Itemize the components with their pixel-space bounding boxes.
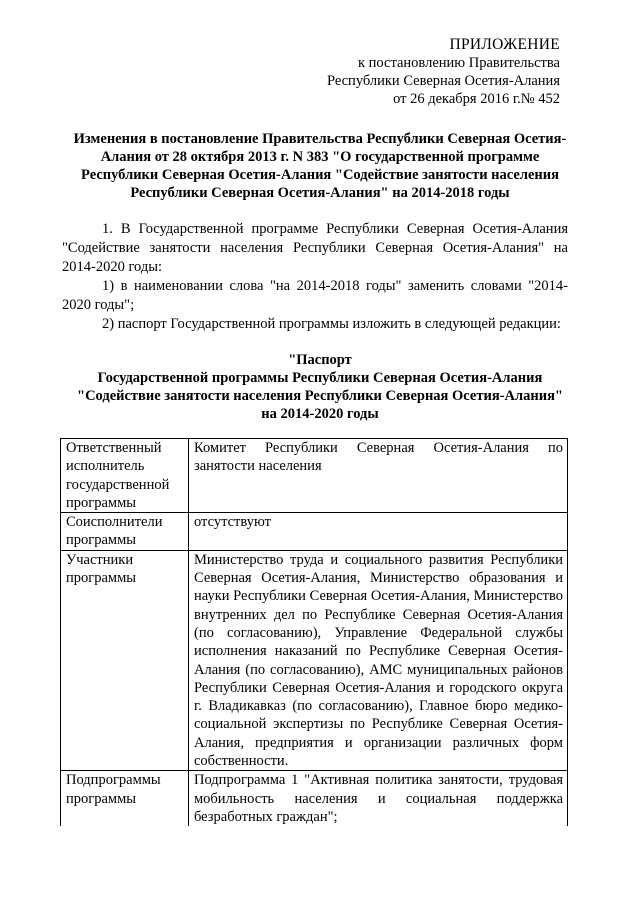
table-value-cell: отсутствуют	[189, 513, 568, 551]
document-title: Изменения в постановление Правительства Республики Северная Осетия-Алания от 28 октября 2013 г. N 383 "О государственной программе Республики Северная Осетия-Алания "Содействие занятости населения Республики Северная Осетия-Алания" на 2014-2018 годы	[73, 131, 567, 201]
table-row	[61, 513, 568, 551]
table-row	[61, 439, 568, 513]
appendix-date-line: от 26 декабря 2016 г.№ 452	[393, 91, 560, 107]
document-body	[62, 220, 568, 334]
table-row	[61, 771, 568, 826]
passport-heading-line: "Паспорт	[288, 352, 352, 368]
passport-heading-line: Государственной программы Республики Северная Осетия-Алания "Содействие занятости населения Республики Северная Осетия-Алания" на 2014-2020 годы	[77, 370, 563, 422]
table-value-cell: Подпрограмма 1 "Активная политика занятости, трудовая мобильность населения и социальная поддержка безработных граждан";	[189, 771, 568, 826]
body-paragraph: 1. В Государственной программе Республики Северная Осетия-Алания "Содействие занятости населения Республики Северная Осетия-Алания" на 2014-2020 годы:	[62, 221, 568, 275]
table-value-cell: Министерство труда и социального развития Республики Северная Осетия-Алания, Министерство образования и науки Республики Северная Осетия-Алания, Министерство внутренних дел по Республике Северная Осетия-Алания (по согласованию), Управление Федеральной службы исполнения наказаний по Республике Северная Осетия-Алания (по согласованию), АМС муниципальных районов Республики Северная Осетия-Алания и городского округа г. Владикавказ (по согласованию), Главное бюро медико-социальной экспертизы по Республике Северная Осетия-Алания, предприятия и организации различных форм собственности.	[189, 550, 568, 771]
body-paragraph: 2) паспорт Государственной программы изложить в следующей редакции:	[102, 316, 561, 332]
appendix-block	[327, 36, 560, 108]
table-value-cell: Комитет Республики Северная Осетия-Алания по занятости населения	[189, 439, 568, 513]
body-paragraph: 1) в наименовании слова "на 2014-2018 годы" заменить словами "2014-2020 годы";	[62, 278, 568, 313]
table-label-cell: Подпрограммы программы	[61, 771, 189, 826]
appendix-line: Республики Северная Осетия-Алания	[326, 73, 560, 89]
table-label-cell: Соисполнители программы	[61, 513, 189, 551]
appendix-line: к постановлению Правительства	[358, 55, 560, 71]
table-label-cell: Ответственный исполнитель государственной программы	[61, 439, 189, 513]
passport-table	[60, 438, 568, 826]
table-label-cell: Участники программы	[61, 550, 189, 771]
appendix-heading: ПРИЛОЖЕНИЕ	[449, 36, 560, 53]
passport-heading	[70, 351, 570, 423]
table-row	[61, 550, 568, 771]
